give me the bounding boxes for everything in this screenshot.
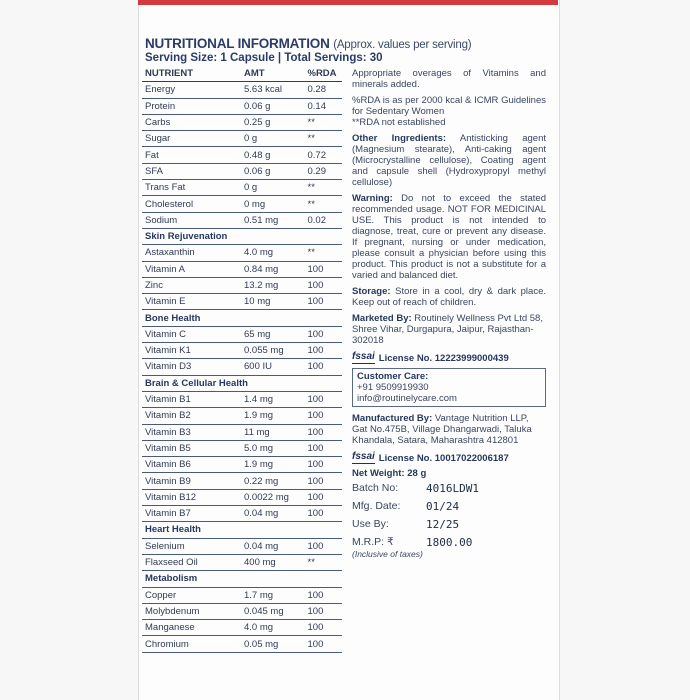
table-row	[142, 538, 342, 554]
batch-details	[352, 468, 546, 560]
nutrient-cell: Zinc	[142, 277, 241, 293]
rda-cell: 100	[305, 603, 343, 619]
rda-cell: 100	[305, 294, 343, 310]
amount-cell: 0.22 mg	[241, 473, 305, 489]
nutrient-cell: Energy	[142, 82, 241, 98]
storage-text: Store in a cool, dry & dark place. Keep out of reach of children.	[352, 286, 546, 308]
marketed-text: Routinely Wellness Pvt Ltd 58, Shree Vihar, Durgapura, Jaipur, Rajasthan-302018	[352, 313, 543, 346]
nutrient-cell: SFA	[142, 163, 241, 179]
nutrient-cell: Vitamin C	[142, 326, 241, 342]
mfg-label: Mfg. Date:	[352, 499, 401, 512]
amount-cell: 0.0022 mg	[241, 489, 305, 505]
rda-cell: **	[305, 196, 343, 212]
rda-cell: **	[305, 554, 343, 570]
rda-cell: **	[305, 114, 343, 130]
nutrient-cell: Protein	[142, 98, 241, 114]
nutrient-cell: Fat	[142, 147, 241, 163]
warning-text: Do not to exceed the stated recommended usage. NOT FOR MEDICINAL USE. This product is not intended to diagnose, treat, cure or prevent any disease. If pregnant, nursing or under medication, please consult a physician before using this product. This product is not a substitute for a varied and balanced diet.	[352, 193, 546, 281]
rda-not-established: **RDA not established	[352, 117, 446, 128]
amount-cell: 0.04 mg	[241, 506, 305, 522]
net-weight: Net Weight: 28 g	[352, 468, 427, 479]
rda-cell: 100	[305, 587, 343, 603]
nutrient-cell: Astaxanthin	[142, 245, 241, 261]
amount-cell: 0.48 g	[241, 147, 305, 163]
table-row	[142, 554, 342, 570]
nutrient-cell: Carbs	[142, 114, 241, 130]
table-row	[142, 603, 342, 619]
table-row	[142, 587, 342, 603]
rda-cell: 100	[305, 506, 343, 522]
other-ingredients-label: Other Ingredients:	[352, 133, 447, 144]
table-row	[142, 163, 342, 179]
amount-cell: 13.2 mg	[241, 277, 305, 293]
manufactured-label: Manufactured By:	[352, 413, 433, 424]
section-row	[142, 375, 342, 391]
amount-cell: 65 mg	[241, 326, 305, 342]
rda-cell: 0.29	[305, 163, 343, 179]
table-row	[142, 212, 342, 228]
storage-label: Storage:	[352, 286, 391, 297]
nutrition-title	[145, 36, 471, 51]
nutrient-cell: Chromium	[142, 636, 241, 652]
amount-cell: 1.9 mg	[241, 457, 305, 473]
amount-cell: 0.06 g	[241, 98, 305, 114]
rda-cell: 100	[305, 636, 343, 652]
table-row	[142, 359, 342, 375]
table-row	[142, 440, 342, 456]
license-row-1	[352, 352, 546, 364]
table-row	[142, 636, 342, 652]
table-row	[142, 131, 342, 147]
table-header	[142, 66, 342, 82]
nutrient-cell: Selenium	[142, 538, 241, 554]
nutrient-cell: Vitamin A	[142, 261, 241, 277]
mrp-value: 1800.00	[426, 535, 473, 549]
marketed-by	[352, 313, 546, 346]
rda-basis: %RDA is as per 2000 kcal & ICMR Guidelines for Sedentary Women	[352, 95, 546, 117]
amount-cell: 600 IU	[241, 359, 305, 375]
header-rda: %RDA	[305, 66, 343, 82]
rda-cell: 100	[305, 343, 343, 359]
amount-cell: 0.055 mg	[241, 343, 305, 359]
table-row	[142, 489, 342, 505]
license-number-2: License No. 10017022006187	[378, 452, 509, 464]
mfg-row	[352, 497, 546, 515]
table-row	[142, 261, 342, 277]
customer-care-phone: +91 9509919930	[357, 382, 429, 393]
use-by-row	[352, 515, 546, 533]
rda-cell: 0.72	[305, 147, 343, 163]
amount-cell: 400 mg	[241, 554, 305, 570]
other-ingredients	[352, 133, 546, 188]
rda-cell: 100	[305, 457, 343, 473]
rda-cell: 100	[305, 277, 343, 293]
nutrient-cell: Cholesterol	[142, 196, 241, 212]
nutrient-cell: Copper	[142, 587, 241, 603]
label-info-column	[352, 68, 546, 560]
customer-care-label: Customer Care:	[357, 371, 429, 382]
table-row	[142, 343, 342, 359]
customer-care-box	[352, 368, 546, 407]
table-row	[142, 196, 342, 212]
overages-note: Appropriate overages of Vitamins and minerals added.	[352, 68, 546, 90]
amount-cell: 0 mg	[241, 196, 305, 212]
license-number-1: License No. 12223999000439	[378, 352, 509, 364]
rda-cell: 0.14	[305, 98, 343, 114]
section-label: Brain & Cellular Health	[142, 375, 342, 391]
amount-cell: 4.0 mg	[241, 245, 305, 261]
marketed-label: Marketed By:	[352, 313, 412, 324]
nutrient-cell: Trans Fat	[142, 180, 241, 196]
use-by-label: Use By:	[352, 517, 389, 530]
table-row	[142, 114, 342, 130]
table-body	[142, 82, 342, 652]
amount-cell: 1.4 mg	[241, 391, 305, 407]
amount-cell: 0.84 mg	[241, 261, 305, 277]
table-row	[142, 277, 342, 293]
section-label: Skin Rejuvenation	[142, 228, 342, 244]
table-row	[142, 620, 342, 636]
nutrient-cell: Vitamin B3	[142, 424, 241, 440]
header-nutrient: NUTRIENT	[142, 66, 241, 82]
rda-cell: 100	[305, 391, 343, 407]
section-label: Heart Health	[142, 522, 342, 538]
batch-label: Batch No:	[352, 481, 399, 494]
warning-label: Warning:	[352, 193, 393, 204]
rda-cell: 100	[305, 473, 343, 489]
table-row	[142, 294, 342, 310]
rda-cell: 100	[305, 440, 343, 456]
nutrient-cell: Sugar	[142, 131, 241, 147]
rda-cell: **	[305, 180, 343, 196]
section-label: Metabolism	[142, 571, 342, 587]
mfg-value: 01/24	[426, 499, 460, 513]
title-sub: (Approx. values per serving)	[333, 39, 472, 51]
table-row	[142, 391, 342, 407]
rda-cell: 100	[305, 538, 343, 554]
rda-cell: 100	[305, 261, 343, 277]
table-row	[142, 473, 342, 489]
amount-cell: 0.51 mg	[241, 212, 305, 228]
license-row-2	[352, 452, 546, 464]
rda-cell: 100	[305, 620, 343, 636]
nutrient-cell: Vitamin E	[142, 294, 241, 310]
serving-info: Serving Size: 1 Capsule | Total Servings: 30	[145, 52, 383, 64]
rda-cell: 0.28	[305, 82, 343, 98]
amount-cell: 0 g	[241, 131, 305, 147]
fssai-logo-2: fssai	[352, 451, 375, 462]
nutrient-cell: Vitamin B6	[142, 457, 241, 473]
amount-cell: 11 mg	[241, 424, 305, 440]
rda-cell: 100	[305, 489, 343, 505]
manufactured-text: Vantage Nutrition LLP, Gat No.475B, Village Dhangarwadi, Taluka Khandala, Satara, Maharashtra 412801	[352, 413, 532, 446]
batch-row	[352, 479, 546, 497]
nutrient-cell: Flaxseed Oil	[142, 554, 241, 570]
amount-cell: 0.04 mg	[241, 538, 305, 554]
section-row	[142, 522, 342, 538]
fssai-logo: fssai	[352, 351, 375, 362]
batch-value: 4016LDW1	[426, 481, 479, 495]
table-row	[142, 506, 342, 522]
amount-cell: 5.0 mg	[241, 440, 305, 456]
warning	[352, 193, 546, 281]
rda-note	[352, 95, 546, 128]
manufactured-by	[352, 413, 546, 446]
rda-cell: 100	[305, 359, 343, 375]
rda-cell: **	[305, 245, 343, 261]
section-row	[142, 310, 342, 326]
amount-cell: 4.0 mg	[241, 620, 305, 636]
customer-care-email: info@routinelycare.com	[357, 393, 457, 404]
red-top-band	[138, 0, 558, 5]
rda-cell: 100	[305, 408, 343, 424]
nutrient-cell: Vitamin K1	[142, 343, 241, 359]
table-row	[142, 82, 342, 98]
inclusive-taxes: (Inclusive of taxes)	[352, 549, 423, 559]
amount-cell: 0 g	[241, 180, 305, 196]
nutrient-cell: Vitamin B2	[142, 408, 241, 424]
nutrient-cell: Manganese	[142, 620, 241, 636]
table-row	[142, 424, 342, 440]
nutrient-cell: Vitamin B1	[142, 391, 241, 407]
amount-cell: 1.7 mg	[241, 587, 305, 603]
amount-cell: 0.25 g	[241, 114, 305, 130]
amount-cell: 5.63 kcal	[241, 82, 305, 98]
table-row	[142, 245, 342, 261]
amount-cell: 0.06 g	[241, 163, 305, 179]
amount-cell: 0.045 mg	[241, 603, 305, 619]
nutrient-cell: Sodium	[142, 212, 241, 228]
mrp-label: M.R.P: ₹	[352, 535, 394, 548]
table-row	[142, 98, 342, 114]
amount-cell: 0.05 mg	[241, 636, 305, 652]
title-main: NUTRITIONAL INFORMATION	[145, 36, 330, 51]
other-ingredients-text: Antisticking agent (Magnesium stearate), Anti-caking agent (Microcrystalline cellulose), Coating agent and capsule shell (Hydroxypropyl methyl cellulose)	[352, 133, 547, 188]
section-label: Bone Health	[142, 310, 342, 326]
nutrition-table	[142, 66, 342, 653]
rda-cell: 100	[305, 326, 343, 342]
nutrient-cell: Vitamin B12	[142, 489, 241, 505]
section-row	[142, 571, 342, 587]
nutrient-cell: Vitamin B7	[142, 506, 241, 522]
nutrient-cell: Vitamin D3	[142, 359, 241, 375]
table-row	[142, 147, 342, 163]
table-row	[142, 180, 342, 196]
table-row	[142, 326, 342, 342]
rda-cell: **	[305, 131, 343, 147]
section-row	[142, 228, 342, 244]
table-row	[142, 457, 342, 473]
storage	[352, 286, 546, 308]
amount-cell: 10 mg	[241, 294, 305, 310]
rda-cell: 0.02	[305, 212, 343, 228]
table-row	[142, 408, 342, 424]
amount-cell: 1.9 mg	[241, 408, 305, 424]
nutrient-cell: Vitamin B9	[142, 473, 241, 489]
nutrient-cell: Molybdenum	[142, 603, 241, 619]
rda-cell: 100	[305, 424, 343, 440]
header-amt: AMT	[241, 66, 305, 82]
nutrient-cell: Vitamin B5	[142, 440, 241, 456]
use-by-value: 12/25	[426, 517, 460, 531]
